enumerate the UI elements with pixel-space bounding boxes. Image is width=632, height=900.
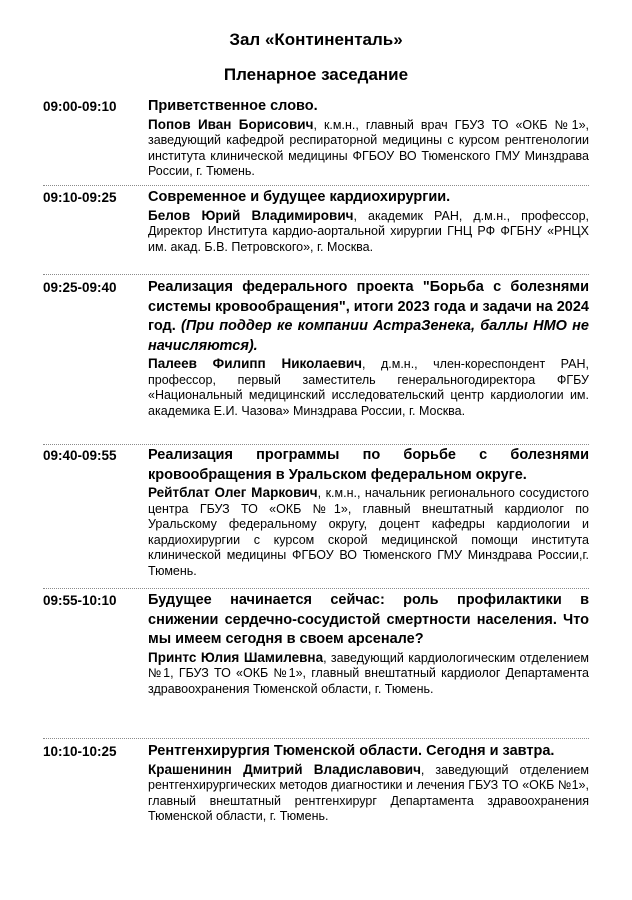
separator: [43, 274, 589, 275]
talk-title: Реализация программы по борьбе с болезнями кровообращения в Уральском федеральном округе.: [148, 447, 589, 483]
separator: [43, 444, 589, 445]
speaker-info: , академик РАН, д.м.н., профессор, Директор Института кардио-аортальной хирургии ГНЦ РФ ФГБНУ «РНЦХ им. акад. Б.В. Петровского», г. Москва.: [148, 208, 590, 254]
talk-note: (При поддер ке компании АстраЗенека, баллы НМО не начисляются).: [148, 318, 589, 354]
speaker-info: , заведующий отделением рентгенхирургических методов диагностики и лечения ГБУЗ ТО «ОКБ №1», главный внештатный рентгенхирург Департамента здравоохранения Тюменской области, г. Тюмень.: [148, 762, 589, 823]
schedule-content: [148, 188, 589, 255]
speaker-block: [148, 356, 589, 419]
schedule-content: [148, 446, 589, 579]
speaker-name: Палеев Филипп Николаевич: [148, 356, 363, 371]
speaker-name: Рейтблат Олег Маркович: [148, 485, 318, 500]
schedule-time: 09:00-09:10: [43, 99, 117, 114]
schedule-item: [43, 188, 589, 255]
separator: [43, 588, 589, 589]
speaker-info: , заведующий кардиологическим отделением №1, ГБУЗ ТО «ОКБ №1», главный внештатный кардиолог Департамента здравоохранения Тюменской области, г. Тюмень.: [148, 650, 589, 696]
speaker-block: [148, 485, 589, 579]
schedule-time: 09:55-10:10: [43, 593, 117, 608]
talk-title-text: Реализация федерального проекта "Борьба с болезнями системы кровообращения", итоги 2023 года и задачи на 2024 год.: [148, 279, 589, 334]
talk-title: Современное и будущее кардиохирургии.: [148, 189, 451, 205]
speaker-info: , к.м.н., главный врач ГБУЗ ТО «ОКБ №1», заведующий кафедрой респираторной медицины с курсом рентгенологии института клинической медицины ФГБОУ ВО Тюменского ГМУ Минздрава России, г. Тюмень.: [148, 117, 589, 178]
schedule-item: [43, 446, 589, 579]
schedule-content: [148, 591, 589, 697]
schedule-content: [148, 742, 589, 825]
separator: [43, 738, 589, 739]
speaker-block: [148, 650, 589, 698]
schedule-time: 09:25-09:40: [43, 280, 117, 295]
hall-title: Зал «Континенталь»: [229, 30, 403, 49]
speaker-name: Попов Иван Борисович: [148, 116, 314, 132]
separator: [43, 185, 589, 186]
speaker-block: [148, 117, 589, 180]
speaker-block: [148, 762, 589, 825]
speaker-name: Крашенинин Дмитрий Владиславович: [148, 761, 421, 777]
talk-title: [148, 278, 589, 356]
schedule-time: 09:40-09:55: [43, 448, 117, 463]
schedule-content: [148, 97, 589, 180]
talk-title: Приветственное слово.: [148, 98, 318, 114]
session-title: Пленарное заседание: [223, 65, 409, 84]
speaker-block: [148, 208, 589, 256]
schedule-item: [43, 742, 589, 825]
speaker-info: , д.м.н., член-кореспондент РАН, профессор, первый заместитель генеральногодиректора ФГБУ «Национальный медицинский исследовательский центр кардиологии им. академика Е.И. Чазова» Минздрава России, г. Москва.: [148, 357, 589, 418]
speaker-name: Белов Юрий Владимирович: [148, 207, 354, 223]
speaker-name: Принтс Юлия Шамилевна: [148, 649, 324, 665]
speaker-info: , к.м.н., начальник регионального сосудистого центра ГБУЗ ТО «ОКБ №1», главный внештатный кардиолог по Уральскому федеральному округу, доцент кафедры кардиологии и кардиохирургии с курсом скорой медицинской помощи института клинической медицины ФГБОУ ВО Тюменского ГМУ Минздрава России,г. Тюмень.: [148, 486, 589, 578]
schedule-time: 09:10-09:25: [43, 190, 117, 205]
schedule-time: 10:10-10:25: [43, 744, 117, 759]
schedule-item: [43, 591, 589, 697]
talk-title: Будущее начинается сейчас: роль профилактики в снижении сердечно-сосудистой смертности населения. Что мы имеем сегодня в своем арсенале?: [148, 592, 589, 647]
schedule-item: [43, 97, 589, 180]
talk-title: Рентгенхирургия Тюменской области. Сегодня и завтра.: [148, 743, 555, 759]
schedule-content: [148, 278, 589, 419]
schedule-item: [43, 278, 589, 419]
